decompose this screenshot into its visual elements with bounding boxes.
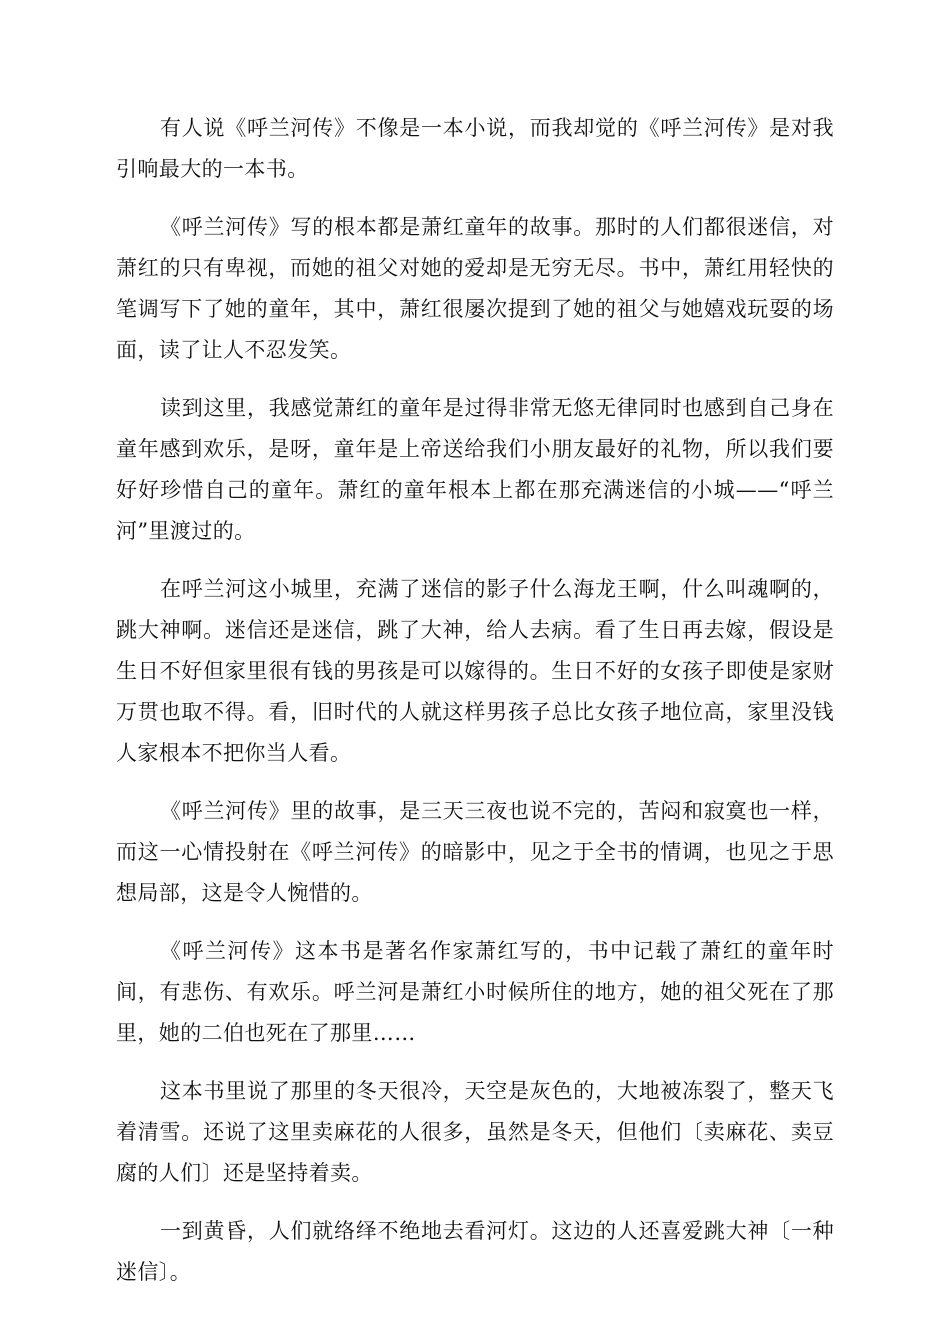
document-body xyxy=(116,108,834,1310)
paragraph: 读到这里，我感觉萧红的童年是过得非常无悠无律同时也感到自己身在童年感到欢乐，是呀，童年是上帝送给我们小朋友最好的礼物，所以我们要好好珍惜自己的童年。萧红的童年根本上都在那充满迷信的小城——“呼兰河”里渡过的。 xyxy=(116,396,834,543)
paragraph: 《呼兰河传》写的根本都是萧红童年的故事。那时的人们都很迷信，对萧红的只有卑视，而她的祖父对她的爱却是无穷无尽。书中，萧红用轻快的笔调写下了她的童年，其中，萧红很屡次提到了她的祖父与她嬉戏玩耍的场面，读了让人不忍发笑。 xyxy=(116,215,834,362)
paragraph: 《呼兰河传》这本书是著名作家萧红写的，书中记载了萧红的童年时间，有悲伤、有欢乐。呼兰河是萧红小时候所住的地方，她的祖父死在了那里，她的二伯也死在了那里…… xyxy=(116,939,834,1045)
paragraph: 《呼兰河传》里的故事，是三天三夜也说不完的，苦闷和寂寞也一样，而这一心情投射在《呼兰河传》的暗影中，见之于全书的情调，也见之于思想局部，这是令人惋惜的。 xyxy=(116,799,834,905)
paragraph: 这本书里说了那里的冬天很冷，天空是灰色的，大地被冻裂了，整天飞着清雪。还说了这里卖麻花的人很多，虽然是冬天，但他们〔卖麻花、卖豆腐的人们〕还是坚持着卖。 xyxy=(116,1079,834,1185)
paragraph: 一到黄昏，人们就络绎不绝地去看河灯。这边的人还喜爱跳大神〔一种迷信〕。 xyxy=(116,1219,834,1284)
paragraph: 在呼兰河这小城里，充满了迷信的影子什么海龙王啊，什么叫魂啊的，跳大神啊。迷信还是迷信，跳了大神，给人去病。看了生日再去嫁，假设是生日不好但家里很有钱的男孩是可以嫁得的。生日不好的女孩子即使是家财万贯也取不得。看，旧时代的人就这样男孩子总比女孩子地位高，家里没钱人家根本不把你当人看。 xyxy=(116,577,834,765)
paragraph: 有人说《呼兰河传》不像是一本小说，而我却觉的《呼兰河传》是对我引响最大的一本书。 xyxy=(116,116,834,181)
